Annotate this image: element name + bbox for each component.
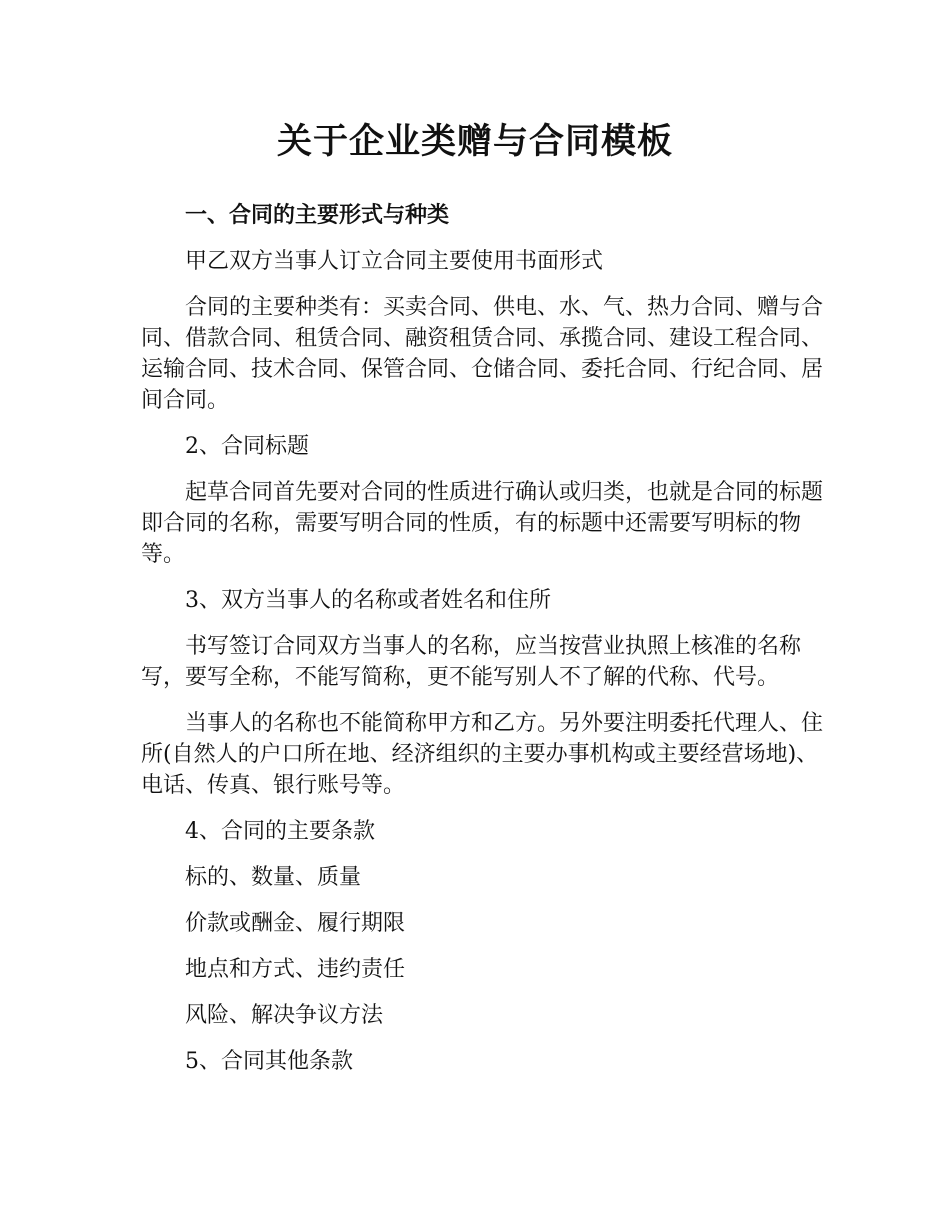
paragraph-5: 3、双方当事人的名称或者姓名和住所 — [185, 588, 551, 613]
paragraph-1: 甲乙双方当事人订立合同主要使用书面形式 — [185, 249, 604, 274]
paragraph-11: 地点和方式、违约责任 — [185, 957, 406, 982]
paragraph-8: 4、合同的主要条款 — [185, 819, 375, 844]
paragraph-3: 2、合同标题 — [185, 434, 309, 459]
paragraph-9: 标的、数量、质量 — [185, 865, 362, 890]
document-body — [141, 200, 831, 1092]
paragraph-7: 当事人的名称也不能简称甲方和乙方。另外要注明委托代理人、住所(自然人的户口所在地、经济组织的主要办事机构或主要经营场地)、电话、传真、银行账号等。 — [141, 711, 824, 798]
paragraph-2: 合同的主要种类有：买卖合同、供电、水、气、热力合同、赠与合同、借款合同、租赁合同、融资租赁合同、承揽合同、建设工程合同、运输合同、技术合同、保管合同、仓储合同、委托合同、行纪合同、居间合同。 — [141, 295, 824, 413]
document-title: 关于企业类赠与合同模板 — [276, 122, 673, 162]
section-heading: 一、合同的主要形式与种类 — [185, 203, 450, 228]
paragraph-12: 风险、解决争议方法 — [185, 1003, 384, 1028]
paragraph-4: 起草合同首先要对合同的性质进行确认或归类，也就是合同的标题即合同的名称，需要写明合同的性质，有的标题中还需要写明标的物等。 — [141, 480, 824, 567]
paragraph-6: 书写签订合同双方当事人的名称，应当按营业执照上核准的名称写，要写全称，不能写简称，更不能写别人不了解的代称、代号。 — [141, 634, 802, 690]
paragraph-13: 5、合同其他条款 — [185, 1049, 353, 1074]
paragraph-10: 价款或酬金、履行期限 — [185, 911, 406, 936]
